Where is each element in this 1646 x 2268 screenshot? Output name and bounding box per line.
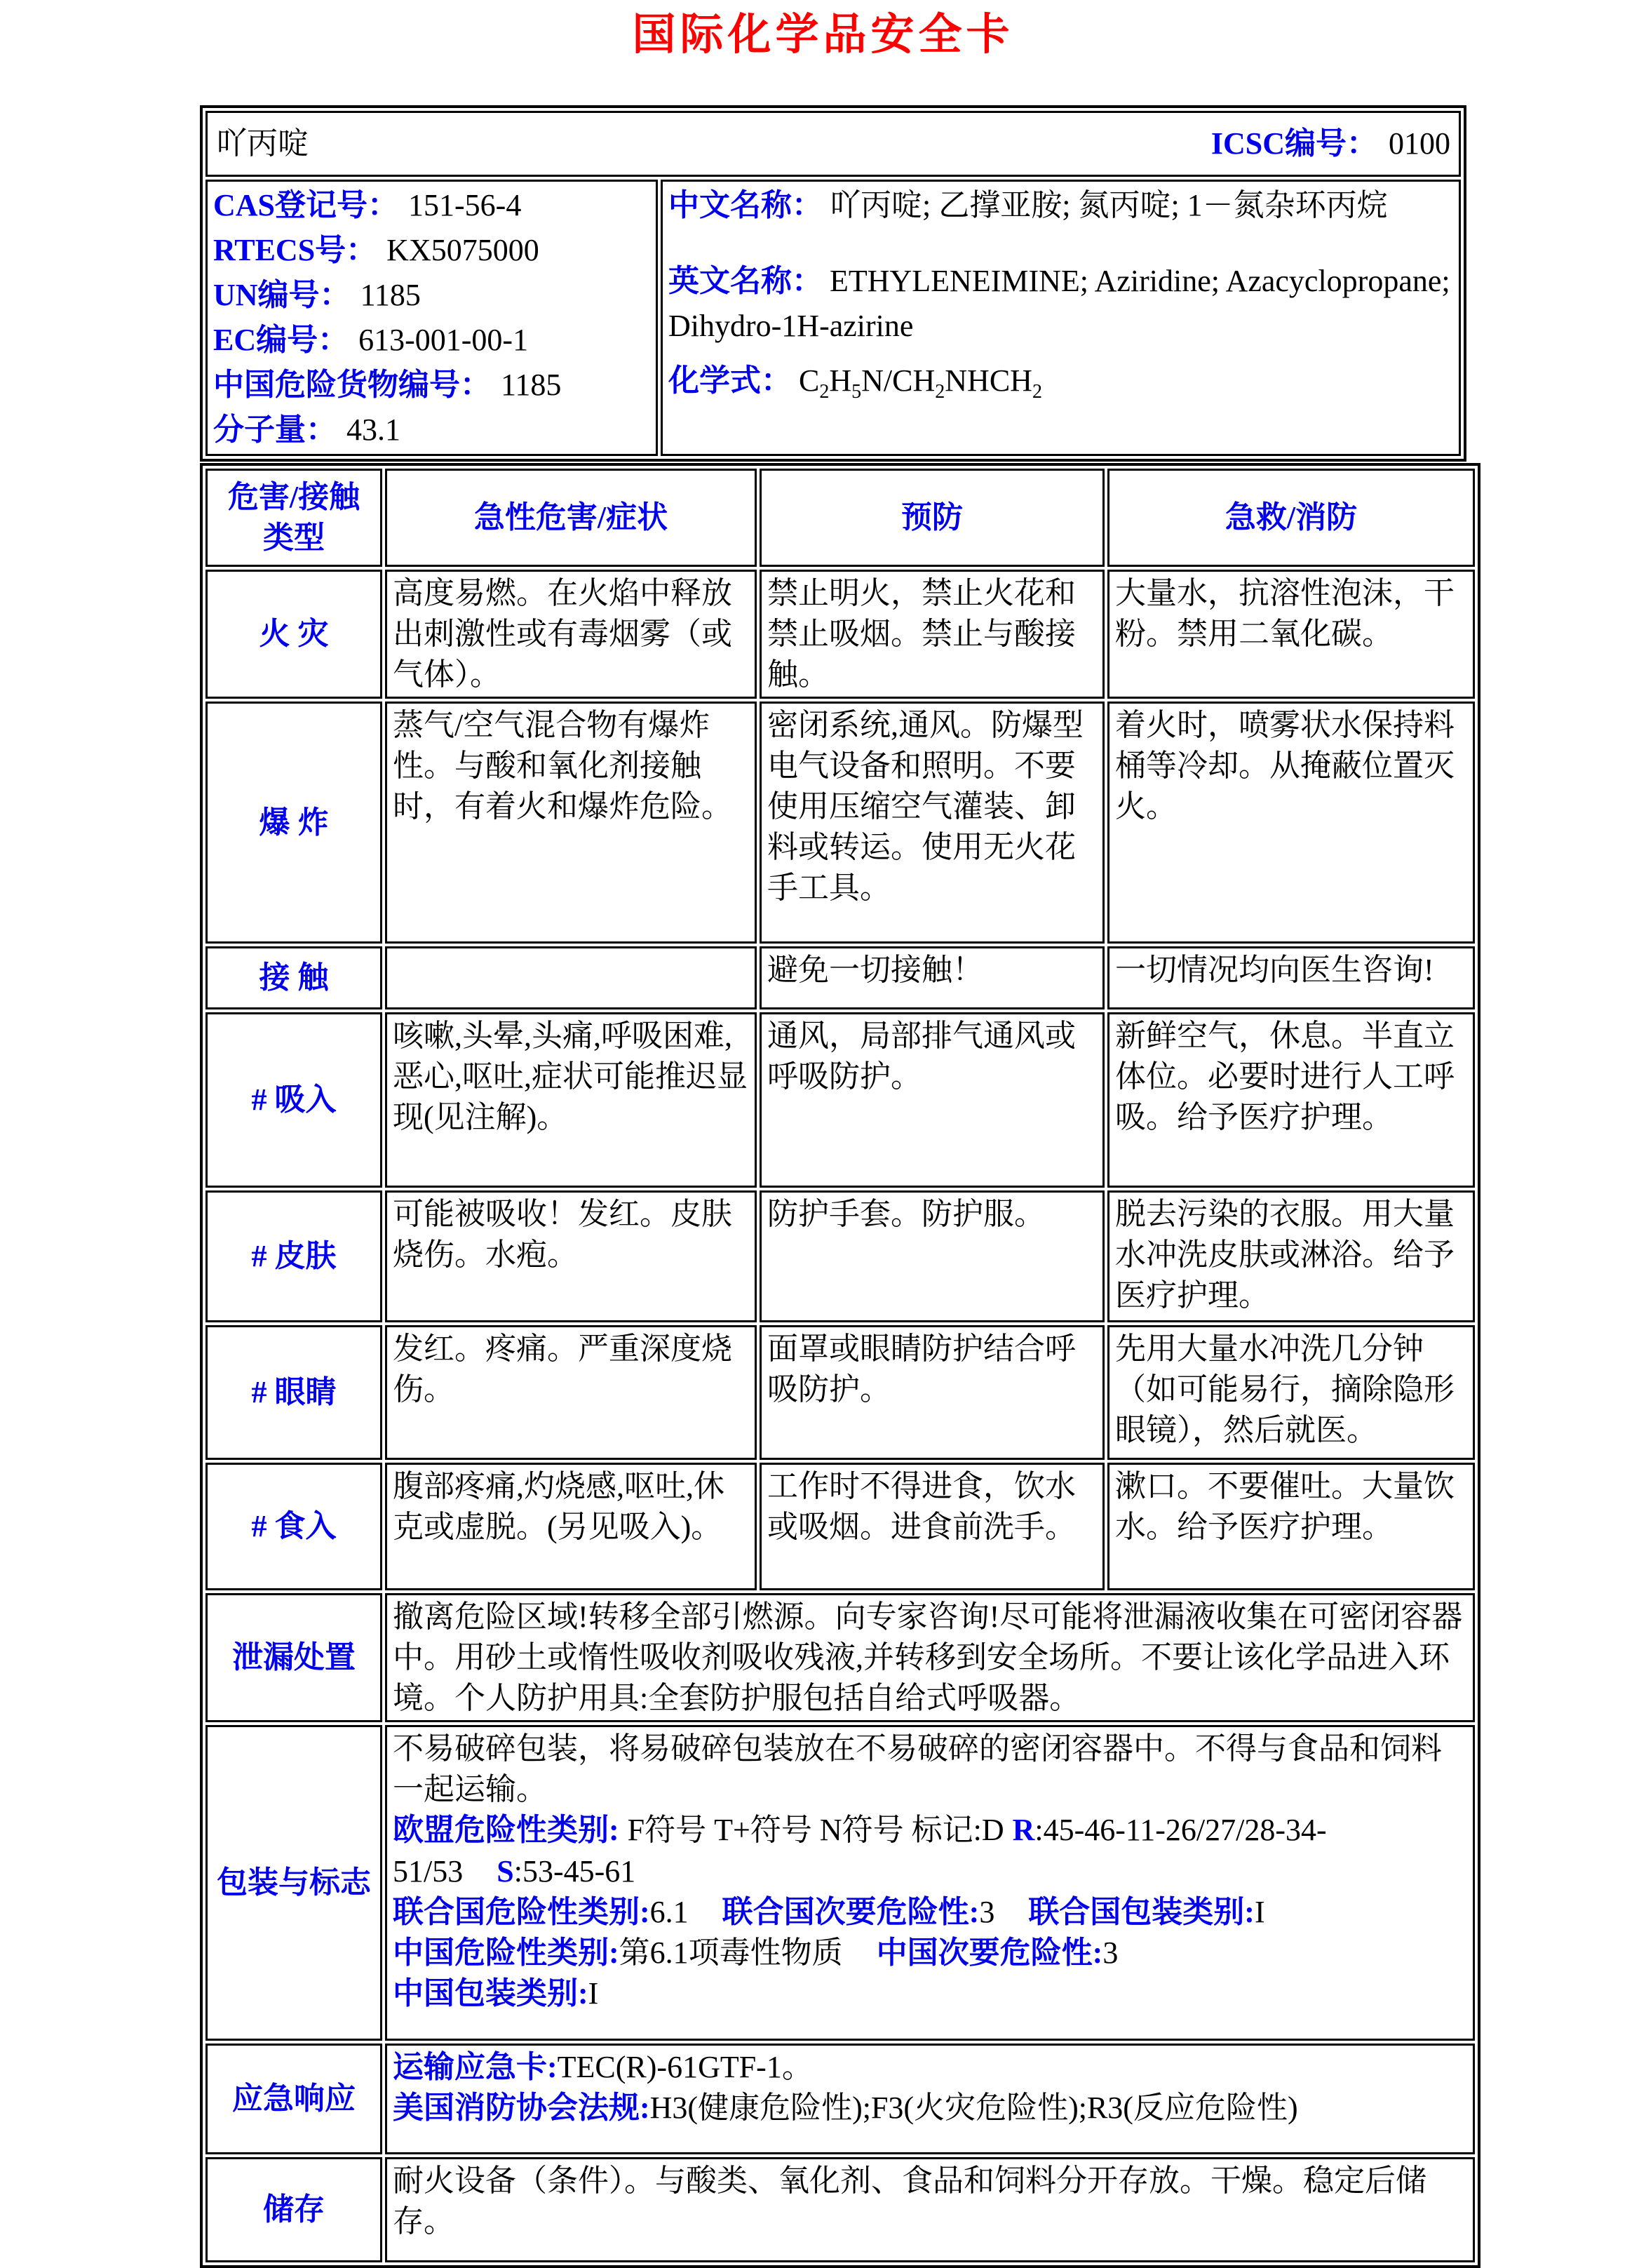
formula-label: 化学式：: [668, 363, 792, 398]
un-pack-value: I: [1254, 1894, 1265, 1929]
icsc-document: [0, 7, 1646, 2239]
molweight-label: 分子量：: [213, 412, 337, 447]
spill-label: 泄漏处置: [205, 1593, 382, 1722]
skin-symptoms-cell: 可能被吸收！发红。皮肤烧伤。水疱。: [385, 1190, 757, 1322]
r-phrases-label: R: [1012, 1813, 1035, 1848]
cn-class-value: 第6.1项毒性物质: [619, 1935, 843, 1970]
inhalation-response-cell: 新鲜空气，休息。半直立体位。必要时进行人工呼吸。给予医疗护理。: [1107, 1012, 1475, 1188]
packaging-row: [205, 1725, 1475, 2041]
emergency-text-cell: [385, 2044, 1475, 2154]
id-row-molweight: [213, 408, 650, 452]
eu-class-label: 欧盟危险性类别:: [393, 1813, 619, 1848]
spill-text-cell: 撤离危险区域!转移全部引燃源。向专家咨询!尽可能将泄漏液收集在可密闭容器中。用砂土或惰性吸收剂吸收残液,并转移到安全场所。不要让该化学品进入环境。个人防护用具:全套防护服包括自给式呼吸器。: [385, 1593, 1475, 1722]
cn-classification-line: [393, 1933, 1467, 1973]
explosion-response-cell: 着火时，喷雾状水保持料桶等冷却。从掩蔽位置灭火。: [1107, 702, 1475, 944]
identity-table: [200, 105, 1466, 462]
ingestion-response-cell: 漱口。不要催吐。大量饮水。给予医疗护理。: [1107, 1463, 1475, 1590]
english-names: [668, 259, 1453, 349]
cn-name-value: 吖丙啶; 乙撑亚胺; 氮丙啶; 1－氮杂环丙烷: [830, 187, 1388, 222]
column-header-response: 急救/消防: [1107, 469, 1475, 567]
un-class-label: 联合国危险性类别:: [393, 1894, 650, 1929]
en-name-value: ETHYLENEIMINE; Aziridine; Azacyclopropane; Dihydro-1H-azirine: [668, 263, 1450, 343]
formula-value: $C_2H_5N/CH_2NHCH_2$: [799, 363, 1042, 403]
ec-value: 613-001-00-1: [358, 322, 529, 357]
hazard-row-explosion: [205, 702, 1475, 944]
registration-row: [205, 180, 1461, 456]
r-phrases-value: :45-46-11-26/27/28-34-51/53: [393, 1813, 1327, 1888]
icsc-number-label: ICSC编号：: [1210, 126, 1377, 161]
eu-classification-line: [393, 1810, 1467, 1891]
s-phrases-value: :53-45-61: [513, 1853, 636, 1888]
fire-symptoms-cell: 高度易燃。在火焰中释放出刺激性或有毒烟雾（或气体）。: [385, 570, 757, 699]
chemical-name: 吖丙啶: [216, 126, 309, 161]
fire-prevention-cell: 禁止明火，禁止火花和禁止吸烟。禁止与酸接触。: [760, 570, 1105, 699]
fire-response-cell: 大量水，抗溶性泡沫，干粉。禁用二氧化碳。: [1107, 570, 1475, 699]
un-label: UN编号：: [213, 277, 351, 312]
id-row-ec: [213, 318, 650, 363]
contact-prevention-cell: 避免一切接触！: [760, 946, 1105, 1009]
nfpa-value: H3(健康危险性);F3(火灾危险性);R3(反应危险性): [649, 2091, 1298, 2126]
hazard-row-contact: [205, 946, 1475, 1009]
storage-text-cell: 耐火设备（条件）。与酸类、氧化剂、食品和饲料分开存放。干燥。稳定后储存。: [385, 2157, 1475, 2262]
emergency-label: 应急响应: [205, 2044, 382, 2154]
s-phrases-label: S: [497, 1853, 514, 1888]
rtecs-label: RTECS号：: [213, 232, 377, 267]
hazard-header-row: [205, 469, 1475, 567]
hazard-row-inhalation: [205, 1012, 1475, 1188]
row-type-contact: 接 触: [205, 946, 382, 1009]
row-type-eyes: # 眼睛: [205, 1325, 382, 1460]
emergency-row: [205, 2044, 1475, 2154]
inhalation-symptoms-cell: 咳嗽,头晕,头痛,呼吸困难,恶心,呕吐,症状可能推迟显现(见注解)。: [385, 1012, 757, 1188]
cn-sub-value: 3: [1102, 1935, 1119, 1970]
cn-pack-label: 中国包装类别:: [393, 1975, 588, 2011]
china-dg-label: 中国危险货物编号：: [213, 367, 491, 402]
id-row-un: [213, 273, 650, 318]
un-sub-value: 3: [979, 1894, 995, 1929]
hazard-table: [200, 463, 1480, 2268]
hazard-row-fire: [205, 570, 1475, 699]
column-header-prevention: 预防: [760, 469, 1105, 567]
row-type-fire: 火 灾: [205, 570, 382, 699]
tec-value: TEC(R)-61GTF-1。: [557, 2050, 813, 2085]
id-row-cas: [213, 183, 650, 228]
spill-row: [205, 1593, 1475, 1722]
un-sub-label: 联合国次要危险性:: [722, 1894, 980, 1929]
skin-response-cell: 脱去污染的衣服。用大量水冲洗皮肤或淋浴。给予医疗护理。: [1107, 1190, 1475, 1322]
chemical-formula: [668, 358, 1453, 415]
icsc-card: [200, 105, 1466, 2268]
row-type-explosion: 爆 炸: [205, 702, 382, 944]
china-dg-value: 1185: [501, 367, 562, 402]
cn-packaging-line: [393, 1973, 1467, 2014]
packaging-text-cell: [385, 1725, 1475, 2041]
cn-name-label: 中文名称：: [668, 187, 823, 222]
storage-label: 储存: [205, 2157, 382, 2262]
id-row-rtecs: [213, 228, 650, 273]
nfpa-line: [393, 2088, 1467, 2128]
card-header-cell: [205, 111, 1461, 177]
hazard-row-eyes: [205, 1325, 1475, 1460]
skin-prevention-cell: 防护手套。防护服。: [760, 1190, 1105, 1322]
molweight-value: 43.1: [346, 412, 400, 447]
cn-sub-label: 中国次要危险性:: [876, 1935, 1103, 1970]
un-class-value: 6.1: [649, 1894, 689, 1929]
un-classification-line: [393, 1892, 1467, 1933]
card-header-row: [205, 111, 1461, 177]
eyes-response-cell: 先用大量水冲洗几分钟（如可能易行，摘除隐形眼镜），然后就医。: [1107, 1325, 1475, 1460]
cas-value: 151-56-4: [408, 187, 522, 222]
packaging-label: 包装与标志: [205, 1725, 382, 2041]
storage-row: [205, 2157, 1475, 2262]
icsc-number-value: 0100: [1389, 126, 1450, 161]
column-header-type: 危害/接触 类型: [205, 469, 382, 567]
contact-response-cell: 一切情况均向医生咨询!: [1107, 946, 1475, 1009]
id-row-china-dg: [213, 363, 650, 408]
chinese-names: [668, 183, 1453, 228]
contact-symptoms-cell: [385, 946, 757, 1009]
un-value: 1185: [360, 277, 421, 312]
tec-line: [393, 2047, 1467, 2088]
row-type-inhalation: # 吸入: [205, 1012, 382, 1188]
cas-label: CAS登记号：: [213, 187, 399, 222]
nfpa-label: 美国消防协会法规:: [393, 2091, 650, 2126]
row-type-ingestion: # 食入: [205, 1463, 382, 1590]
eyes-prevention-cell: 面罩或眼睛防护结合呼吸防护。: [760, 1325, 1105, 1460]
cn-pack-value: I: [588, 1975, 599, 2011]
registration-ids-cell: [205, 180, 658, 456]
ingestion-symptoms-cell: 腹部疼痛,灼烧感,呕吐,休克或虚脱。(另见吸入)。: [385, 1463, 757, 1590]
hazard-row-ingestion: [205, 1463, 1475, 1590]
cn-class-label: 中国危险性类别:: [393, 1935, 619, 1970]
hazard-row-skin: [205, 1190, 1475, 1322]
ingestion-prevention-cell: 工作时不得进食，饮水或吸烟。进食前洗手。: [760, 1463, 1105, 1590]
row-type-skin: # 皮肤: [205, 1190, 382, 1322]
column-header-symptoms: 急性危害/症状: [385, 469, 757, 567]
rtecs-value: KX5075000: [386, 232, 539, 267]
ec-label: EC编号：: [213, 322, 349, 357]
explosion-symptoms-cell: 蒸气/空气混合物有爆炸性。与酸和氧化剂接触时，有着火和爆炸危险。: [385, 702, 757, 944]
un-pack-label: 联合国包装类别:: [1028, 1894, 1255, 1929]
explosion-prevention-cell: 密闭系统,通风。防爆型电气设备和照明。不要使用压缩空气灌装、卸料或转运。使用无火花手工具。: [760, 702, 1105, 944]
packaging-transport-note: 不易破碎包装，将易破碎包装放在不易破碎的密闭容器中。不得与食品和饲料一起运输。: [393, 1731, 1442, 1807]
icsc-number-group: [1211, 123, 1450, 164]
eyes-symptoms-cell: 发红。疼痛。严重深度烧伤。: [385, 1325, 757, 1460]
eu-symbols: F符号 T+符号 N符号 标记:D: [627, 1813, 1004, 1848]
inhalation-prevention-cell: 通风，局部排气通风或呼吸防护。: [760, 1012, 1105, 1188]
names-cell: [661, 180, 1461, 456]
en-name-label: 英文名称：: [668, 263, 823, 298]
page-title: 国际化学品安全卡: [632, 11, 1014, 59]
tec-label: 运输应急卡:: [393, 2050, 558, 2085]
